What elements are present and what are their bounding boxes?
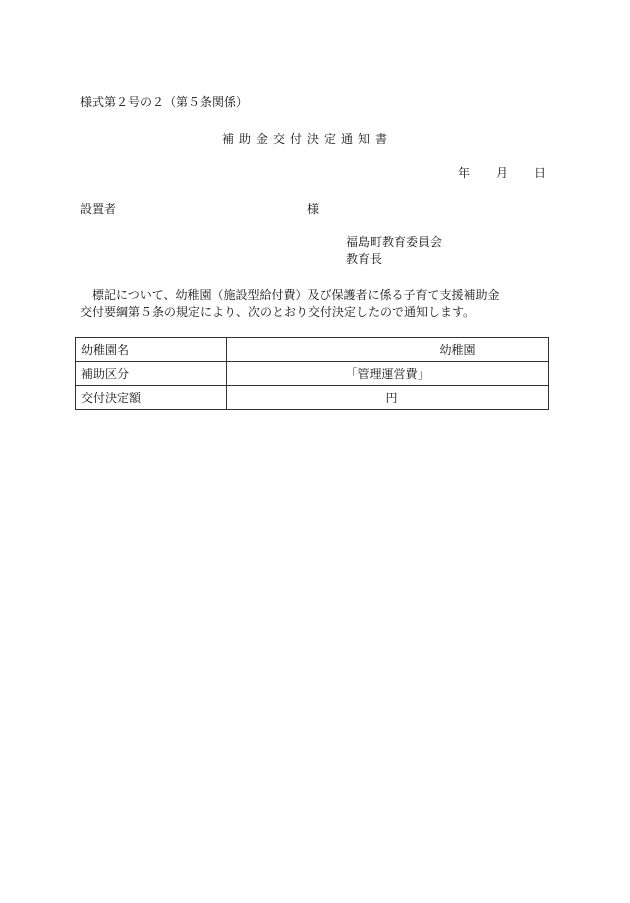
kindergarten-name-value: 幼稚園 xyxy=(439,343,476,357)
body-line: 交付要綱第５条の規定により、次のとおり交付決定したので通知します。 xyxy=(80,305,476,319)
subsidy-category-value: 「管理運営費」 xyxy=(345,367,430,381)
issuer-title: 教育長 xyxy=(346,252,383,266)
recipient-honorific: 様 xyxy=(307,202,320,216)
table-value-cell xyxy=(227,338,549,362)
table-label-cell: 補助区分 xyxy=(76,362,227,386)
issuer-organization: 福島町教育委員会 xyxy=(346,235,443,249)
table-value-cell xyxy=(227,386,549,410)
table-row xyxy=(76,362,549,386)
document-title: 補助金交付決定通知書 xyxy=(222,132,393,146)
form-number: 様式第２号の２（第５条関係） xyxy=(80,95,249,109)
grant-amount-value: 円 xyxy=(385,391,398,405)
date-day-label: 日 xyxy=(534,166,547,180)
date-line xyxy=(458,165,546,181)
date-month-label: 月 xyxy=(496,166,509,180)
body-paragraph xyxy=(80,287,555,321)
recipient-label: 設置者 xyxy=(80,202,117,216)
subsidy-info-table xyxy=(75,337,549,410)
table-value-cell xyxy=(227,362,549,386)
date-year-label: 年 xyxy=(458,166,471,180)
table-row xyxy=(76,338,549,362)
table-row xyxy=(76,386,549,410)
body-line: 標記について、幼稚園（施設型給付費）及び保護者に係る子育て支援補助金 xyxy=(92,288,500,302)
table-label-cell: 交付決定額 xyxy=(76,386,227,410)
table-label-cell: 幼稚園名 xyxy=(76,338,227,362)
